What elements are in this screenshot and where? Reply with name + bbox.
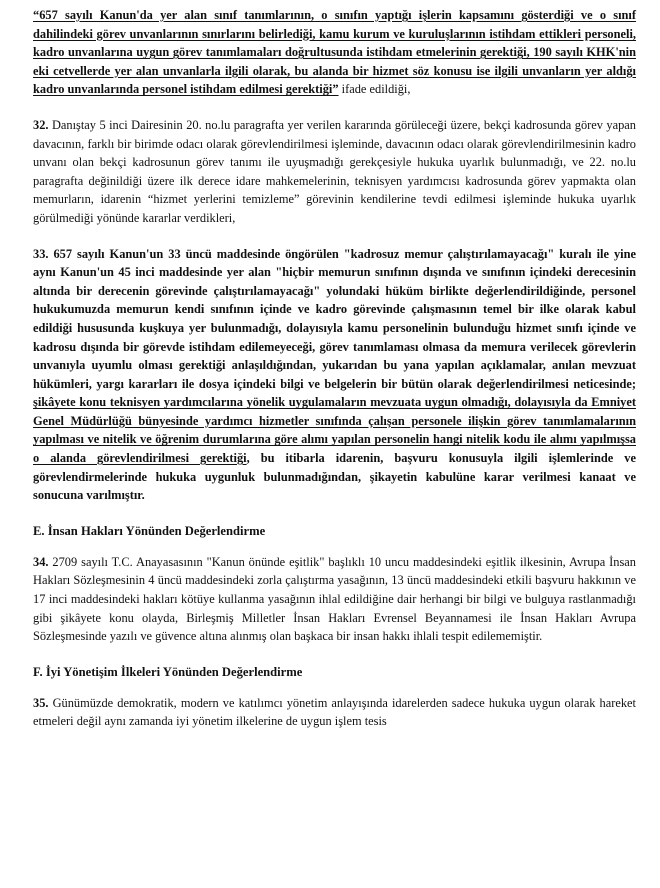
paragraph-32-number: 32. [33,117,49,132]
paragraph-33-tail-text: , bu itibarla idarenin, başvuru konusuyla ilgili işlemlerinde ve görevlendirmelerinde hukuka uygunluk bulunmadığından, şikayetin kabulüne karar verilmesi kanaat ve sonucuna varılmıştır. [33,451,636,503]
section-e-heading: E. İnsan Hakları Yönünden Değerlendirme [33,523,266,538]
quote-tail-text: ifade edildiği, [338,82,411,97]
quote-paragraph [33,6,636,99]
quote-underlined-text: “657 sayılı Kanun'da yer alan sınıf tanımlarının, o sınıfın yaptığı işlerin kapsamını gösterdiği ve o sınıf dahilindeki görev unvanlarının sınırlarını belirlediği, kamu kurum ve kuruluşlarının istihdam ettikleri personeli, kadro unvanlarına uygun görev tanımlamaları doğrultusunda istihdam etmelerinin gerektiği, 190 sayılı KHK'nin eki cetvellerde yer alan unvanlarla ilgili olarak, bu alanda bir hizmet söz konusu ise ilgili unvanların yer aldığı kadro unvanlarında personel istihdam edilmesi gerektiği” [33,8,636,97]
paragraph-33-underlined-text: şikâyete konu teknisyen yardımcılarına yönelik uygulamaların mevzuata uygun olmadığı, dolayısıyla da Emniyet Genel Müdürlüğü bünyesinde yardımcı hizmetler sınıfında çalışan personele ilişkin görev tanımlamalarının yapılması ve nitelik ve öğrenim durumlarına göre alımı yapılan personelin hangi nitelik kodu ile alımı yapılmışsa o alanda görevlendirilmesi gerektiği [33,395,636,466]
paragraph-34-text: 2709 sayılı T.C. Anayasasının "Kanun önünde eşitlik" başlıklı 10 uncu maddesindeki eşitlik ilkesinin, Avrupa İnsan Hakları Sözleşmesinin 4 üncü maddesindeki zorla çalıştırma yasağının, 13 üncü maddesindeki etkili başvuru hakkının ve 17 inci maddesindeki hakları kötüye kullanma yasağının ihlal edildiğine dair herhangi bir bilgi ve bulguya rastlanmadığı gibi şikâyete konu olayda, Birleşmiş Milletler İnsan Hakları Evrensel Beyannamesi ile İnsan Hakları Avrupa Sözleşmesinde yazılı ve güvence altına alınmış olan başkaca bir insan hakkı ihlali tespit edilememiştir. [33,554,636,644]
paragraph-35-number: 35. [33,695,49,710]
paragraph-32 [33,116,636,228]
paragraph-33 [33,245,636,505]
paragraph-33-text: 33. 657 sayılı Kanun'un 33 üncü maddesinde öngörülen "kadrosuz memur çalıştırılamayacağı" kuralı ile yine aynı Kanun'un 45 inci maddesinde yer alan "hiçbir memurun sınıfının dışında ve sınıfının içindeki derecesinin altında bir derecenin görevinde çalıştırılamayacağı" yolundaki hüküm birlikte değerlendirildiğinde, personel hukukumuzda memurun kendi sınıfının içinde ve kadro görevinde çalışmasının temel bir ilke olarak kabul edildiği hususunda kuşkuya yer bulunmadığı, dolayısıyla kamu personelinin bulunduğu hizmet sınıfı içinde ve kadrosu dışında bir görevde istihdam edilemeyeceği, görev tanımlaması olmasa da memura verilecek görevlerin unvanıyla uyumlu olması gerektiği anlaşıldığından, yukarıdan bu yana yapılan açıklamalar, anılan mevzuat hükümleri, yargı kararları ile dosya içindeki bilgi ve belgelerin bir bütün olarak değerlendirilmesi neticesinde; [33,246,636,391]
paragraph-35-text: Günümüzde demokratik, modern ve katılımcı yönetim anlayışında idarelerden sadece hukuka uygun olarak hareket etmeleri değil aynı zamanda iyi yönetim ilkelerine de uygun işlem tesis [33,695,636,729]
paragraph-34 [33,553,636,646]
paragraph-34-number: 34. [33,554,49,569]
paragraph-35 [33,694,636,731]
section-f-heading: F. İyi Yönetişim İlkeleri Yönünden Değerlendirme [33,664,303,679]
paragraph-32-text: Danıştay 5 inci Dairesinin 20. no.lu paragrafta yer verilen kararında görüleceği üzere, bekçi kadrosunda görev yapan davacının, farklı bir birimde odacı olarak görevlendirilmesi işleminde, davacının odacı olarak görevlendirilmesinin kadro unvanı olan bekçi kadrosunun görev tanımı ile uyuşmadığı gerekçesiyle hukuka uyarlık bulunmadığı, ve 22. no.lu paragrafta değinildiği üzere ilk derece idare mahkemelerinin, teknisyen yardımcısı kadrosunda görev yapmakta olan memurların, idarenin “hizmet yerlerini temizleme” görevinin kendilerine tevdi edilmesi işleminde hukuka uyarlık görülmediği yönünde kararlar verdikleri, [33,117,636,225]
